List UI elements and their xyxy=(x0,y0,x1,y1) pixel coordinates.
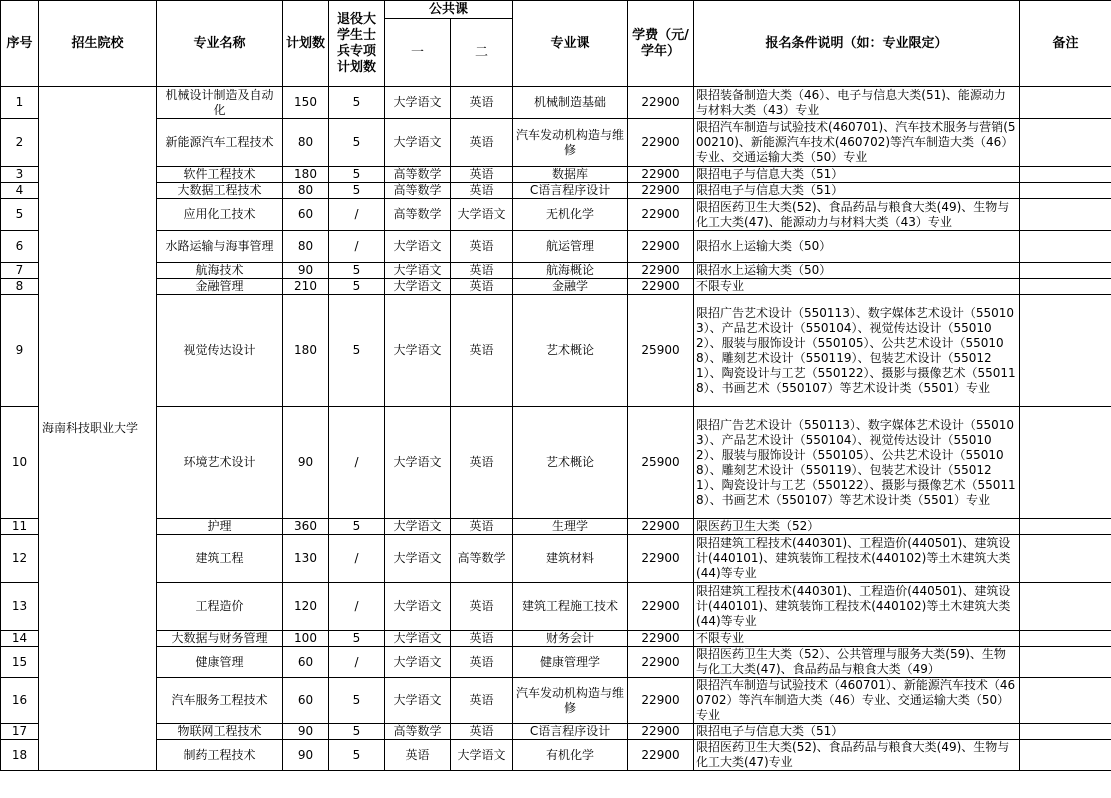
cell-seq: 1 xyxy=(1,87,39,119)
cell-p2: 英语 xyxy=(451,87,513,119)
cell-fee: 22900 xyxy=(628,631,694,647)
cell-p2: 英语 xyxy=(451,295,513,407)
cell-prof: 艺术概论 xyxy=(513,295,628,407)
cell-note xyxy=(1020,199,1111,231)
cell-note xyxy=(1020,407,1111,519)
cell-plan: 120 xyxy=(283,583,329,631)
cell-note xyxy=(1020,263,1111,279)
cell-seq: 12 xyxy=(1,535,39,583)
cell-note xyxy=(1020,231,1111,263)
cell-seq: 4 xyxy=(1,183,39,199)
header-public: 公共课 xyxy=(385,1,513,19)
cell-plan: 210 xyxy=(283,279,329,295)
cell-note xyxy=(1020,183,1111,199)
cell-note xyxy=(1020,583,1111,631)
cell-p2: 英语 xyxy=(451,583,513,631)
cell-p1: 大学语文 xyxy=(385,295,451,407)
cell-major: 汽车服务工程技术 xyxy=(157,678,283,724)
cell-note xyxy=(1020,740,1111,771)
cell-cond: 不限专业 xyxy=(694,279,1020,295)
cell-seq: 11 xyxy=(1,519,39,535)
cell-veteran: / xyxy=(329,647,385,678)
cell-fee: 22900 xyxy=(628,199,694,231)
cell-major: 机械设计制造及自动化 xyxy=(157,87,283,119)
cell-p1: 大学语文 xyxy=(385,647,451,678)
cell-veteran: 5 xyxy=(329,724,385,740)
cell-cond: 限招电子与信息大类（51） xyxy=(694,183,1020,199)
cell-cond: 不限专业 xyxy=(694,631,1020,647)
cell-p1: 大学语文 xyxy=(385,678,451,724)
cell-seq: 16 xyxy=(1,678,39,724)
cell-veteran: 5 xyxy=(329,279,385,295)
cell-fee: 22900 xyxy=(628,647,694,678)
header-prof: 专业课 xyxy=(513,1,628,87)
cell-cond: 限招广告艺术设计（550113）、数字媒体艺术设计（550103）、产品艺术设计（550104）、视觉传达设计（550102）、服装与服饰设计（550105）、公共艺术设计（550108）、雕刻艺术设计（550119）、包装艺术设计（550121）、陶瓷设计与工艺（550122）、摄影与摄像艺术（550118）、书画艺术（550107）等艺术设计类（5501）专业 xyxy=(694,407,1020,519)
cell-cond: 限招水上运输大类（50） xyxy=(694,231,1020,263)
cell-major: 护理 xyxy=(157,519,283,535)
header-veteran: 退役大学生士兵专项计划数 xyxy=(329,1,385,87)
cell-veteran: 5 xyxy=(329,183,385,199)
cell-veteran: 5 xyxy=(329,119,385,167)
cell-p2: 英语 xyxy=(451,647,513,678)
cell-cond: 限招医药卫生大类(52)、食品药品与粮食大类(49)、生物与化工大类(47)专业 xyxy=(694,740,1020,771)
cell-cond: 限招汽车制造与试验技术（460701）、新能源汽车技术（460702）等汽车制造大类（46）专业、交通运输大类（50）专业 xyxy=(694,678,1020,724)
table-row xyxy=(1,295,1111,407)
cell-veteran: 5 xyxy=(329,631,385,647)
cell-prof: C语言程序设计 xyxy=(513,724,628,740)
cell-seq: 18 xyxy=(1,740,39,771)
cell-fee: 22900 xyxy=(628,583,694,631)
cell-major: 健康管理 xyxy=(157,647,283,678)
cell-p2: 英语 xyxy=(451,631,513,647)
cell-plan: 100 xyxy=(283,631,329,647)
cell-fee: 22900 xyxy=(628,279,694,295)
header-public-1: 一 xyxy=(385,19,451,87)
cell-p2: 英语 xyxy=(451,167,513,183)
cell-veteran: / xyxy=(329,199,385,231)
cell-p2: 英语 xyxy=(451,407,513,519)
cell-prof: 汽车发动机构造与维修 xyxy=(513,119,628,167)
cell-seq: 17 xyxy=(1,724,39,740)
cell-prof: 汽车发动机构造与维修 xyxy=(513,678,628,724)
cell-veteran: / xyxy=(329,535,385,583)
cell-major: 建筑工程 xyxy=(157,535,283,583)
header-major: 专业名称 xyxy=(157,1,283,87)
header-public-2: 二 xyxy=(451,19,513,87)
table-row xyxy=(1,740,1111,771)
cell-fee: 22900 xyxy=(628,119,694,167)
cell-p2: 英语 xyxy=(451,279,513,295)
cell-major: 航海技术 xyxy=(157,263,283,279)
cell-seq: 3 xyxy=(1,167,39,183)
cell-p2: 英语 xyxy=(451,519,513,535)
cell-fee: 22900 xyxy=(628,87,694,119)
header-school: 招生院校 xyxy=(39,1,157,87)
cell-note xyxy=(1020,724,1111,740)
cell-prof: 机械制造基础 xyxy=(513,87,628,119)
cell-cond: 限招电子与信息大类（51） xyxy=(694,724,1020,740)
cell-prof: 航海概论 xyxy=(513,263,628,279)
cell-seq: 8 xyxy=(1,279,39,295)
table-row xyxy=(1,199,1111,231)
cell-cond: 限招建筑工程技术(440301)、工程造价(440501)、建筑设计(440101)、建筑装饰工程技术(440102)等土木建筑大类(44)等专业 xyxy=(694,535,1020,583)
table-row xyxy=(1,647,1111,678)
table-row xyxy=(1,263,1111,279)
cell-veteran: 5 xyxy=(329,87,385,119)
table-row xyxy=(1,231,1111,263)
cell-seq: 13 xyxy=(1,583,39,631)
cell-veteran: 5 xyxy=(329,295,385,407)
cell-plan: 80 xyxy=(283,183,329,199)
header-fee: 学费（元/学年） xyxy=(628,1,694,87)
cell-seq: 10 xyxy=(1,407,39,519)
cell-major: 大数据与财务管理 xyxy=(157,631,283,647)
cell-p2: 大学语文 xyxy=(451,199,513,231)
cell-cond: 限招医药卫生大类（52）、公共管理与服务大类(59)、生物与化工大类(47)、食品药品与粮食大类（49） xyxy=(694,647,1020,678)
cell-note xyxy=(1020,631,1111,647)
cell-fee: 22900 xyxy=(628,263,694,279)
cell-fee: 22900 xyxy=(628,535,694,583)
cell-prof: 航运管理 xyxy=(513,231,628,263)
cell-note xyxy=(1020,519,1111,535)
cell-major: 应用化工技术 xyxy=(157,199,283,231)
cell-p1: 高等数学 xyxy=(385,724,451,740)
cell-plan: 180 xyxy=(283,167,329,183)
cell-plan: 150 xyxy=(283,87,329,119)
cell-p1: 高等数学 xyxy=(385,167,451,183)
cell-p1: 高等数学 xyxy=(385,183,451,199)
cell-veteran: 5 xyxy=(329,740,385,771)
cell-seq: 7 xyxy=(1,263,39,279)
cell-prof: 数据库 xyxy=(513,167,628,183)
cell-plan: 90 xyxy=(283,407,329,519)
cell-p2: 高等数学 xyxy=(451,535,513,583)
cell-veteran: 5 xyxy=(329,678,385,724)
cell-plan: 130 xyxy=(283,535,329,583)
cell-cond: 限招汽车制造与试验技术(460701)、汽车技术服务与营销(500210)、新能源汽车技术(460702)等汽车制造大类（46）专业、交通运输大类（50）专业 xyxy=(694,119,1020,167)
header-plan: 计划数 xyxy=(283,1,329,87)
cell-p1: 大学语文 xyxy=(385,519,451,535)
cell-note xyxy=(1020,535,1111,583)
cell-veteran: / xyxy=(329,231,385,263)
cell-major: 制药工程技术 xyxy=(157,740,283,771)
cell-plan: 90 xyxy=(283,740,329,771)
table-row xyxy=(1,407,1111,519)
header-cond: 报名条件说明（如：专业限定） xyxy=(694,1,1020,87)
cell-p2: 英语 xyxy=(451,231,513,263)
cell-cond: 限招医药卫生大类(52)、食品药品与粮食大类(49)、生物与化工大类(47)、能源动力与材料大类（43）专业 xyxy=(694,199,1020,231)
cell-note xyxy=(1020,87,1111,119)
cell-major: 新能源汽车工程技术 xyxy=(157,119,283,167)
cell-fee: 22900 xyxy=(628,183,694,199)
cell-prof: 艺术概论 xyxy=(513,407,628,519)
cell-major: 金融管理 xyxy=(157,279,283,295)
cell-p2: 英语 xyxy=(451,119,513,167)
cell-p1: 大学语文 xyxy=(385,119,451,167)
table-row xyxy=(1,167,1111,183)
cell-p1: 大学语文 xyxy=(385,263,451,279)
cell-major: 软件工程技术 xyxy=(157,167,283,183)
cell-plan: 90 xyxy=(283,263,329,279)
cell-major: 视觉传达设计 xyxy=(157,295,283,407)
table-row xyxy=(1,87,1111,119)
cell-prof: 财务会计 xyxy=(513,631,628,647)
table-row xyxy=(1,724,1111,740)
cell-p2: 英语 xyxy=(451,724,513,740)
header-seq: 序号 xyxy=(1,1,39,87)
cell-veteran: / xyxy=(329,583,385,631)
table-row xyxy=(1,119,1111,167)
cell-p1: 高等数学 xyxy=(385,199,451,231)
cell-p2: 英语 xyxy=(451,263,513,279)
cell-plan: 80 xyxy=(283,231,329,263)
cell-fee: 22900 xyxy=(628,678,694,724)
table-row xyxy=(1,583,1111,631)
cell-fee: 22900 xyxy=(628,740,694,771)
cell-p1: 大学语文 xyxy=(385,407,451,519)
cell-prof: 生理学 xyxy=(513,519,628,535)
cell-p1: 大学语文 xyxy=(385,631,451,647)
cell-seq: 14 xyxy=(1,631,39,647)
cell-prof: 无机化学 xyxy=(513,199,628,231)
table-row xyxy=(1,678,1111,724)
cell-prof: 建筑材料 xyxy=(513,535,628,583)
cell-plan: 60 xyxy=(283,647,329,678)
cell-major: 大数据工程技术 xyxy=(157,183,283,199)
cell-plan: 180 xyxy=(283,295,329,407)
cell-p2: 大学语文 xyxy=(451,740,513,771)
cell-major: 工程造价 xyxy=(157,583,283,631)
cell-p1: 大学语文 xyxy=(385,279,451,295)
cell-veteran: 5 xyxy=(329,167,385,183)
cell-cond: 限招电子与信息大类（51） xyxy=(694,167,1020,183)
cell-note xyxy=(1020,167,1111,183)
cell-p1: 大学语文 xyxy=(385,231,451,263)
cell-fee: 22900 xyxy=(628,519,694,535)
cell-prof: C语言程序设计 xyxy=(513,183,628,199)
cell-fee: 25900 xyxy=(628,407,694,519)
cell-veteran: 5 xyxy=(329,263,385,279)
cell-fee: 25900 xyxy=(628,295,694,407)
cell-veteran: / xyxy=(329,407,385,519)
cell-p1: 大学语文 xyxy=(385,87,451,119)
cell-cond: 限医药卫生大类（52） xyxy=(694,519,1020,535)
cell-note xyxy=(1020,295,1111,407)
cell-cond: 限招水上运输大类（50） xyxy=(694,263,1020,279)
cell-major: 物联网工程技术 xyxy=(157,724,283,740)
cell-prof: 有机化学 xyxy=(513,740,628,771)
cell-cond: 限招建筑工程技术(440301)、工程造价(440501)、建筑设计(440101)、建筑装饰工程技术(440102)等土木建筑大类(44)等专业 xyxy=(694,583,1020,631)
cell-p2: 英语 xyxy=(451,183,513,199)
table-row xyxy=(1,631,1111,647)
table-row xyxy=(1,183,1111,199)
cell-fee: 22900 xyxy=(628,724,694,740)
cell-seq: 9 xyxy=(1,295,39,407)
school-cell: 海南科技职业大学 xyxy=(39,87,157,771)
cell-p1: 大学语文 xyxy=(385,583,451,631)
cell-prof: 建筑工程施工技术 xyxy=(513,583,628,631)
cell-p1: 大学语文 xyxy=(385,535,451,583)
cell-fee: 22900 xyxy=(628,167,694,183)
table-row xyxy=(1,279,1111,295)
cell-fee: 22900 xyxy=(628,231,694,263)
cell-seq: 2 xyxy=(1,119,39,167)
cell-note xyxy=(1020,119,1111,167)
cell-note xyxy=(1020,678,1111,724)
cell-p2: 英语 xyxy=(451,678,513,724)
cell-cond: 限招广告艺术设计（550113）、数字媒体艺术设计（550103）、产品艺术设计（550104）、视觉传达设计（550102）、服装与服饰设计（550105）、公共艺术设计（550108）、雕刻艺术设计（550119）、包装艺术设计（550121）、陶瓷设计与工艺（550122）、摄影与摄像艺术（550118）、书画艺术（550107）等艺术设计类（5501）专业 xyxy=(694,295,1020,407)
cell-plan: 60 xyxy=(283,199,329,231)
cell-plan: 90 xyxy=(283,724,329,740)
table-row xyxy=(1,519,1111,535)
cell-note xyxy=(1020,647,1111,678)
cell-seq: 6 xyxy=(1,231,39,263)
cell-prof: 金融学 xyxy=(513,279,628,295)
cell-note xyxy=(1020,279,1111,295)
table-body xyxy=(1,87,1111,771)
cell-major: 水路运输与海事管理 xyxy=(157,231,283,263)
cell-seq: 5 xyxy=(1,199,39,231)
cell-seq: 15 xyxy=(1,647,39,678)
cell-prof: 健康管理学 xyxy=(513,647,628,678)
cell-major: 环境艺术设计 xyxy=(157,407,283,519)
cell-plan: 60 xyxy=(283,678,329,724)
cell-p1: 英语 xyxy=(385,740,451,771)
header-note: 备注 xyxy=(1020,1,1111,87)
cell-plan: 360 xyxy=(283,519,329,535)
table-row xyxy=(1,535,1111,583)
cell-veteran: 5 xyxy=(329,519,385,535)
cell-plan: 80 xyxy=(283,119,329,167)
cell-cond: 限招装备制造大类（46）、电子与信息大类(51)、能源动力与材料大类（43）专业 xyxy=(694,87,1020,119)
